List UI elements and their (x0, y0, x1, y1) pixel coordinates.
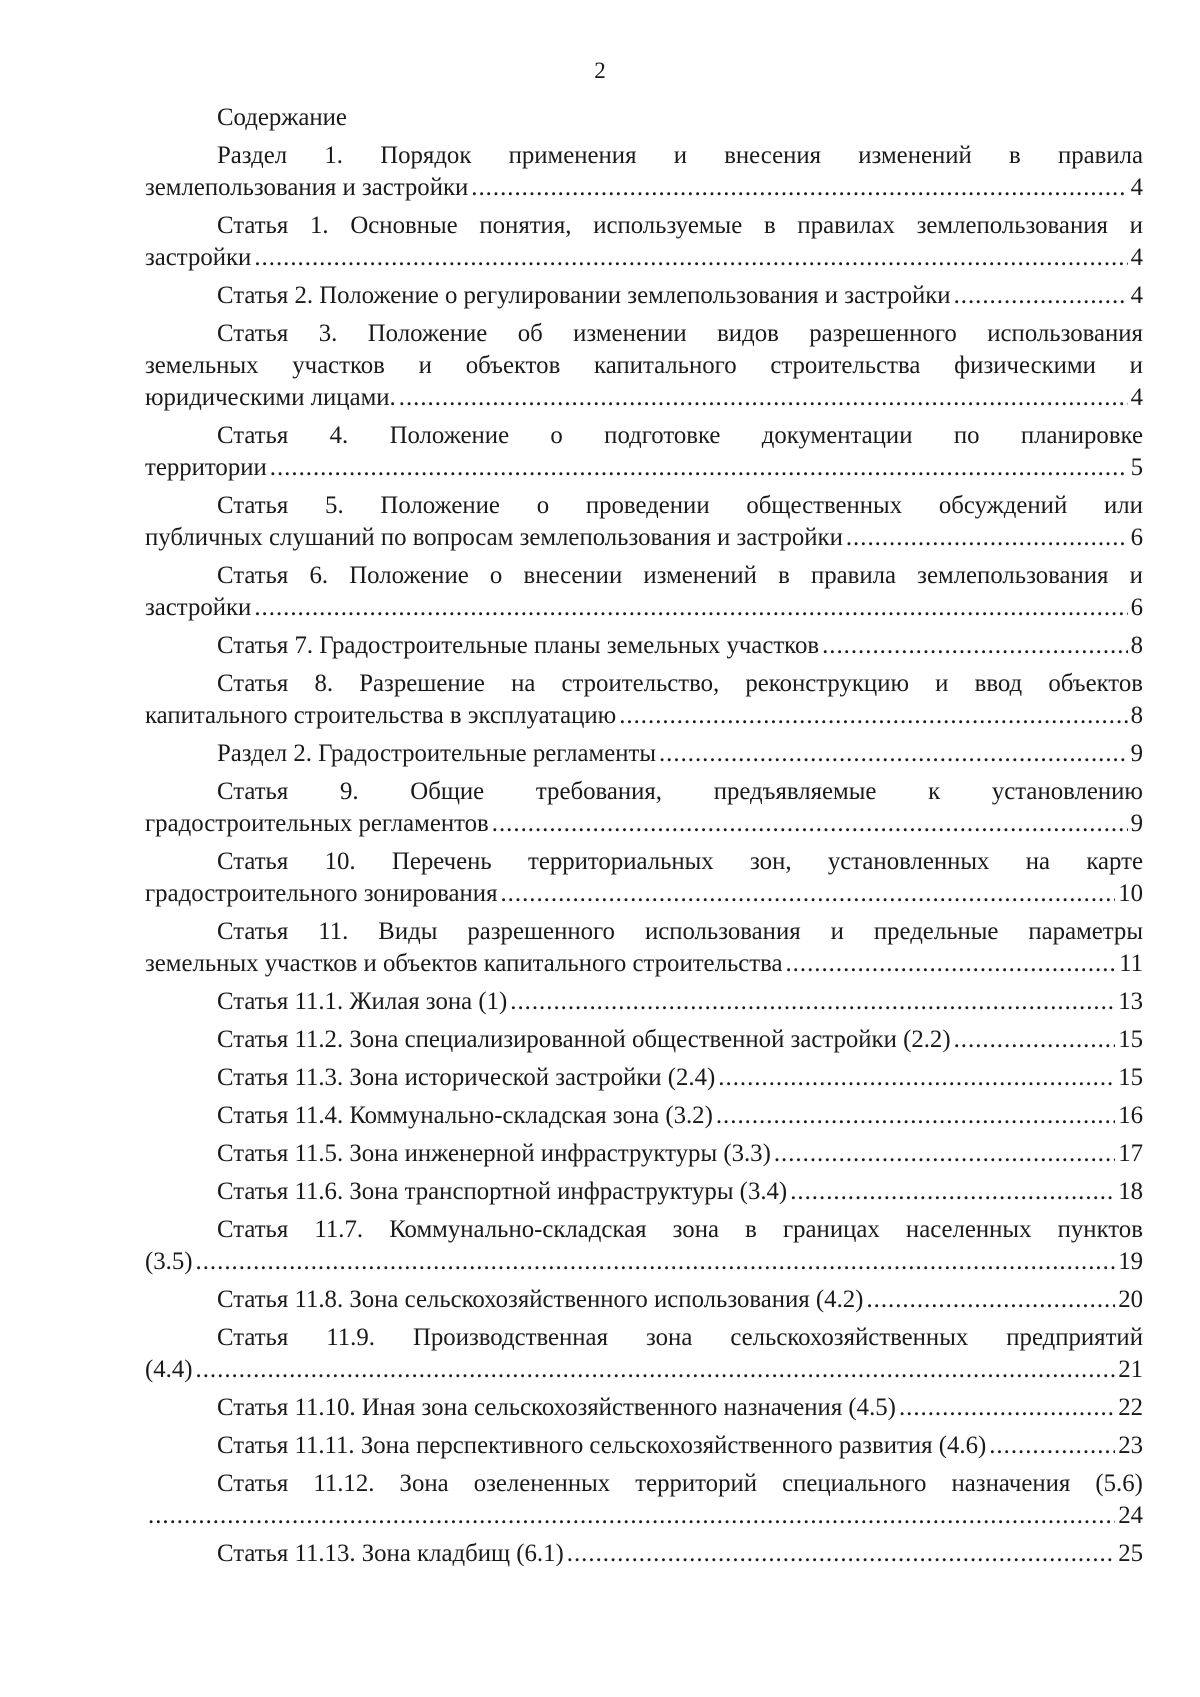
toc-word: участков (292, 352, 385, 379)
dot-leader (196, 1354, 1116, 1386)
toc-entry-title: (3.5) (145, 1248, 193, 1275)
dot-leader (510, 986, 1115, 1018)
toc-entry-title: Статья 11.6. Зона транспортной инфраструктуры (3.4) (217, 1178, 788, 1205)
toc-entry-title: градостроительных регламентов (145, 810, 489, 837)
toc-entry-page: 6 (1130, 524, 1143, 551)
toc-entry-page: 18 (1118, 1178, 1143, 1205)
toc-word: землепользования (916, 212, 1108, 239)
toc-word: карте (1086, 848, 1143, 875)
toc-entry (145, 986, 1143, 1018)
toc-word: установлению (991, 778, 1143, 805)
toc-entry-last-line (145, 452, 1143, 484)
toc-word: строительства (770, 352, 921, 379)
toc-entry (145, 738, 1143, 770)
toc-word: изменении (573, 320, 687, 347)
toc-word: и (1129, 212, 1143, 239)
dot-leader (822, 630, 1128, 662)
toc-entry (145, 1100, 1143, 1132)
dot-leader (954, 1024, 1116, 1056)
toc-word: Статья (217, 778, 289, 805)
toc-word: предъявляемые (713, 778, 877, 805)
toc-word: подготовке (604, 422, 721, 449)
toc-entry-title: Статья 7. Градостроительные планы земельных участков (217, 632, 820, 659)
toc-word: назначения (951, 1470, 1071, 1497)
toc-entry-line (145, 1468, 1143, 1500)
dot-leader (954, 280, 1128, 312)
toc-entry-page: 9 (1130, 740, 1143, 767)
toc-entry-last-line (145, 1100, 1143, 1132)
toc-word: требования, (535, 778, 662, 805)
dot-leader (790, 1176, 1115, 1208)
toc-entry-last-line (145, 1430, 1143, 1462)
toc-word: правила (1057, 142, 1143, 169)
toc-entry-last-line (145, 630, 1143, 662)
dot-leader (989, 1430, 1115, 1462)
toc-word: строительство, (561, 670, 720, 697)
toc-word: и (673, 142, 687, 169)
toc-entry-title: застройки (145, 244, 252, 271)
toc-entry-last-line (145, 738, 1143, 770)
toc-word: 1. (310, 212, 329, 239)
toc-entry-page: 15 (1118, 1064, 1143, 1091)
toc-word: 5. (325, 492, 344, 519)
toc-entry-page: 8 (1130, 702, 1143, 729)
toc-word: специального (782, 1470, 927, 1497)
toc-word: и (1129, 562, 1143, 589)
toc-word: реконструкцию (745, 670, 909, 697)
toc-entry-page: 24 (1118, 1502, 1143, 1529)
toc-heading: Содержание (217, 104, 347, 131)
toc-entry-title: землепользования и застройки (145, 174, 469, 201)
toc-entry-line (145, 490, 1143, 522)
toc-entry-last-line (145, 1538, 1143, 1570)
toc-word: к (928, 778, 941, 805)
toc-entry-page: 15 (1118, 1026, 1143, 1053)
toc-entry-page: 13 (1118, 988, 1143, 1015)
toc-word: Положение (389, 422, 510, 449)
toc-entry-title: градостроительного зонирования (145, 880, 498, 907)
dot-leader (619, 700, 1127, 732)
toc-entry (145, 846, 1143, 910)
toc-entry (145, 1024, 1143, 1056)
toc-entry-last-line (145, 1392, 1143, 1424)
toc-word: применения (508, 142, 637, 169)
dot-leader (254, 242, 1127, 274)
toc-entry-last-line (145, 280, 1143, 312)
toc-word: зона (646, 1324, 693, 1351)
dot-leader (196, 1246, 1116, 1278)
toc-word: объектов (1048, 670, 1143, 697)
toc-word: понятия, (479, 212, 572, 239)
dot-leader (718, 1062, 1115, 1094)
toc-word: документации (761, 422, 913, 449)
toc-entry-title: Статья 11.11. Зона перспективного сельскохозяйственного развития (4.6) (217, 1432, 987, 1459)
toc-word: Общие (410, 778, 485, 805)
toc-entry-last-line (145, 242, 1143, 274)
toc-word: использования (644, 918, 801, 945)
toc-word: о (550, 422, 563, 449)
toc-word: о (536, 492, 550, 519)
toc-entry-last-line (145, 1024, 1143, 1056)
toc-word: проведении (585, 492, 710, 519)
toc-word: видов (717, 320, 779, 347)
toc-word: Порядок (380, 142, 472, 169)
table-of-contents (145, 102, 1143, 1576)
toc-word: Статья (217, 918, 289, 945)
toc-entry (145, 1176, 1143, 1208)
toc-entry-title: Статья 11.2. Зона специализированной общественной застройки (2.2) (217, 1026, 951, 1053)
toc-entry-last-line (145, 808, 1143, 840)
toc-entry-line (145, 846, 1143, 878)
toc-word: Статья (217, 212, 289, 239)
toc-entry-last-line (145, 700, 1143, 732)
toc-word: 6. (309, 562, 329, 589)
toc-word: Положение (367, 320, 488, 347)
toc-entry-last-line (145, 1354, 1143, 1386)
toc-word: земельных (145, 352, 259, 379)
toc-word: обсуждений (938, 492, 1068, 519)
toc-entry-line (145, 776, 1143, 808)
toc-entry-title: Статья 11.10. Иная зона сельскохозяйственного назначения (4.5) (217, 1394, 896, 1421)
toc-word: правилах (797, 212, 895, 239)
toc-entry (145, 916, 1143, 980)
toc-entry (145, 776, 1143, 840)
toc-entry (145, 1392, 1143, 1424)
toc-word: Раздел (217, 142, 288, 169)
toc-word: пунктов (1057, 1216, 1143, 1243)
toc-word: Положение (380, 492, 500, 519)
toc-entry (145, 1322, 1143, 1386)
toc-word: Виды (378, 918, 438, 945)
toc-word: Положение (349, 562, 469, 589)
toc-entry-page: 10 (1118, 880, 1143, 907)
toc-word: Статья (217, 320, 289, 347)
toc-entry-title: юридическими лицами. (145, 384, 396, 411)
toc-word: Основные (350, 212, 458, 239)
toc-entry-page: 17 (1118, 1140, 1143, 1167)
toc-word: об (517, 320, 543, 347)
toc-entry (145, 1062, 1143, 1094)
toc-entry-page: 25 (1118, 1540, 1143, 1567)
toc-word: предельные (873, 918, 999, 945)
toc-entry-title: Статья 11.3. Зона исторической застройки (2.4) (217, 1064, 716, 1091)
toc-word: 11.7. (314, 1216, 364, 1243)
toc-entry-line (145, 560, 1143, 592)
toc-entry-title: Статья 11.13. Зона кладбищ (6.1) (217, 1540, 564, 1567)
toc-entry-page: 16 (1118, 1102, 1143, 1129)
toc-word: планировке (1020, 422, 1143, 449)
dot-leader (785, 948, 1116, 980)
toc-word: и (935, 670, 949, 697)
toc-entry-last-line (145, 878, 1143, 910)
toc-entry-line (145, 1322, 1143, 1354)
toc-entry (145, 420, 1143, 484)
toc-entry-line (145, 318, 1143, 350)
dot-leader (899, 1392, 1115, 1424)
toc-entry (145, 1284, 1143, 1316)
toc-word: внесении (523, 562, 623, 589)
toc-entry-page: 20 (1118, 1286, 1143, 1313)
toc-entry-title: Раздел 2. Градостроительные регламенты (217, 740, 656, 767)
toc-entry-last-line (145, 1284, 1143, 1316)
toc-word: использования (987, 320, 1143, 347)
toc-word: в (763, 212, 776, 239)
toc-entry-title: земельных участков и объектов капитального строительства (145, 950, 783, 977)
dot-leader (846, 522, 1128, 554)
toc-word: озелененных (473, 1470, 611, 1497)
toc-entry-last-line (145, 382, 1143, 414)
toc-word: 11.12. (313, 1470, 375, 1497)
toc-entry (145, 560, 1143, 624)
toc-entry (145, 210, 1143, 274)
dot-leader (471, 172, 1127, 204)
toc-word: Коммунально-складская (389, 1216, 647, 1243)
toc-word: Статья (217, 1324, 289, 1351)
dot-leader (254, 592, 1127, 624)
dot-leader (567, 1538, 1115, 1570)
toc-word: Статья (217, 562, 289, 589)
toc-entry-page: 8 (1130, 632, 1143, 659)
toc-entry-last-line (145, 1138, 1143, 1170)
toc-word: 10. (324, 848, 356, 875)
toc-entry-title: Статья 11.1. Жилая зона (1) (217, 988, 508, 1015)
toc-word: или (1104, 492, 1143, 519)
toc-word: на (511, 670, 536, 697)
dot-leader (148, 1500, 1115, 1532)
toc-entry-title: (4.4) (145, 1356, 193, 1383)
toc-word: изменений (643, 562, 757, 589)
dot-leader (492, 808, 1128, 840)
toc-entries (145, 140, 1143, 1570)
toc-word: Разрешение (359, 670, 485, 697)
toc-entry-last-line (145, 948, 1143, 980)
toc-word: и (1129, 352, 1143, 379)
toc-entry-line (145, 140, 1143, 172)
toc-word: (5.6) (1095, 1470, 1143, 1497)
toc-entry-last-line (145, 592, 1143, 624)
toc-entry-page: 9 (1130, 810, 1143, 837)
toc-entry-title: Статья 11.4. Коммунально-складская зона (3.2) (217, 1102, 713, 1129)
toc-word: по (953, 422, 980, 449)
toc-word: Перечень (391, 848, 492, 875)
toc-word: Производственная (413, 1324, 608, 1351)
toc-word: и (418, 352, 432, 379)
toc-entry (145, 630, 1143, 662)
toc-entry-last-line (145, 172, 1143, 204)
toc-entry-title: Статья 2. Положение о регулировании землепользования и застройки (217, 282, 951, 309)
toc-word: населенных (905, 1216, 1032, 1243)
toc-word: Статья (217, 422, 289, 449)
toc-entry-last-line (145, 522, 1143, 554)
toc-word: территорий (635, 1470, 758, 1497)
toc-entry (145, 280, 1143, 312)
toc-word: Статья (217, 670, 289, 697)
toc-word: 4. (329, 422, 349, 449)
toc-entry (145, 668, 1143, 732)
toc-word: 9. (339, 778, 359, 805)
toc-entry-title: публичных слушаний по вопросам землепользования и застройки (145, 524, 843, 551)
toc-entry-page: 5 (1130, 454, 1143, 481)
toc-word: 8. (314, 670, 334, 697)
toc-word: ввод (974, 670, 1023, 697)
toc-word: в (745, 1216, 757, 1243)
toc-word: Статья (217, 1216, 289, 1243)
toc-entry-page: 4 (1130, 282, 1143, 309)
dot-leader (399, 382, 1128, 414)
toc-entry-title: Статья 11.8. Зона сельскохозяйственного использования (4.2) (217, 1286, 864, 1313)
toc-word: внесения (724, 142, 822, 169)
toc-word: сельскохозяйственных (730, 1324, 969, 1351)
toc-word: о (489, 562, 503, 589)
toc-entry-title: Статья 11.5. Зона инженерной инфраструктуры (3.3) (217, 1140, 771, 1167)
toc-entry-page: 4 (1130, 174, 1143, 201)
toc-entry-line (145, 350, 1143, 382)
toc-entry-line (145, 916, 1143, 948)
toc-word: 1. (324, 142, 343, 169)
toc-entry (145, 1214, 1143, 1278)
toc-word: Статья (217, 492, 289, 519)
toc-word: границах (782, 1216, 880, 1243)
toc-entry-last-line (145, 1176, 1143, 1208)
toc-word: и (830, 918, 844, 945)
toc-entry (145, 1538, 1143, 1570)
dot-leader (716, 1100, 1115, 1132)
toc-entry (145, 318, 1143, 414)
toc-entry-last-line (145, 1246, 1143, 1278)
page-number: 2 (594, 58, 606, 83)
toc-entry-page: 4 (1130, 244, 1143, 271)
toc-word: зон, (750, 848, 792, 875)
toc-word: Статья (217, 848, 289, 875)
toc-entry-last-line (145, 986, 1143, 1018)
toc-word: в (778, 562, 790, 589)
toc-entry-line (145, 1214, 1143, 1246)
toc-word: территориальных (527, 848, 714, 875)
toc-entry-page: 4 (1130, 384, 1143, 411)
toc-word: землепользования (917, 562, 1109, 589)
toc-entry-line (145, 210, 1143, 242)
toc-entry-last-line (145, 1062, 1143, 1094)
toc-word: капитального (594, 352, 737, 379)
toc-word: используемые (593, 212, 743, 239)
toc-entry (145, 1138, 1143, 1170)
toc-word: установленных (827, 848, 990, 875)
toc-entry (145, 1468, 1143, 1532)
toc-word: предприятий (1006, 1324, 1143, 1351)
toc-entry-last-line (145, 1500, 1143, 1532)
toc-word: разрешенного (809, 320, 957, 347)
toc-word: на (1025, 848, 1051, 875)
toc-word: Статья (217, 1470, 289, 1497)
toc-word: изменений (858, 142, 972, 169)
toc-entry-line (145, 420, 1143, 452)
toc-word: параметры (1028, 918, 1143, 945)
toc-entry-page: 21 (1118, 1356, 1143, 1383)
toc-entry-page: 6 (1130, 594, 1143, 621)
toc-entry-title: капитального строительства в эксплуатацию (145, 702, 617, 729)
toc-entry-page: 22 (1118, 1394, 1143, 1421)
toc-entry (145, 490, 1143, 554)
toc-word: 11.9. (326, 1324, 375, 1351)
dot-leader (500, 878, 1115, 910)
dot-leader (659, 738, 1128, 770)
toc-entry-line (145, 668, 1143, 700)
toc-entry (145, 140, 1143, 204)
toc-entry-page: 19 (1118, 1248, 1143, 1275)
dot-leader (866, 1284, 1115, 1316)
toc-entry (145, 1430, 1143, 1462)
toc-entry-title: застройки (145, 594, 252, 621)
toc-word: 11. (318, 918, 349, 945)
toc-word: объектов (465, 352, 561, 379)
toc-entry-page: 11 (1119, 950, 1143, 977)
toc-entry-title: территории (145, 454, 267, 481)
toc-word: Зона (399, 1470, 449, 1497)
toc-word: в (1009, 142, 1021, 169)
toc-word: разрешенного (467, 918, 615, 945)
toc-word: 3. (318, 320, 338, 347)
toc-word: зона (672, 1216, 719, 1243)
dot-leader (774, 1138, 1115, 1170)
toc-word: физическими (954, 352, 1096, 379)
toc-word: правила (810, 562, 896, 589)
dot-leader (270, 452, 1128, 484)
toc-entry-page: 23 (1118, 1432, 1143, 1459)
toc-word: общественных (746, 492, 903, 519)
